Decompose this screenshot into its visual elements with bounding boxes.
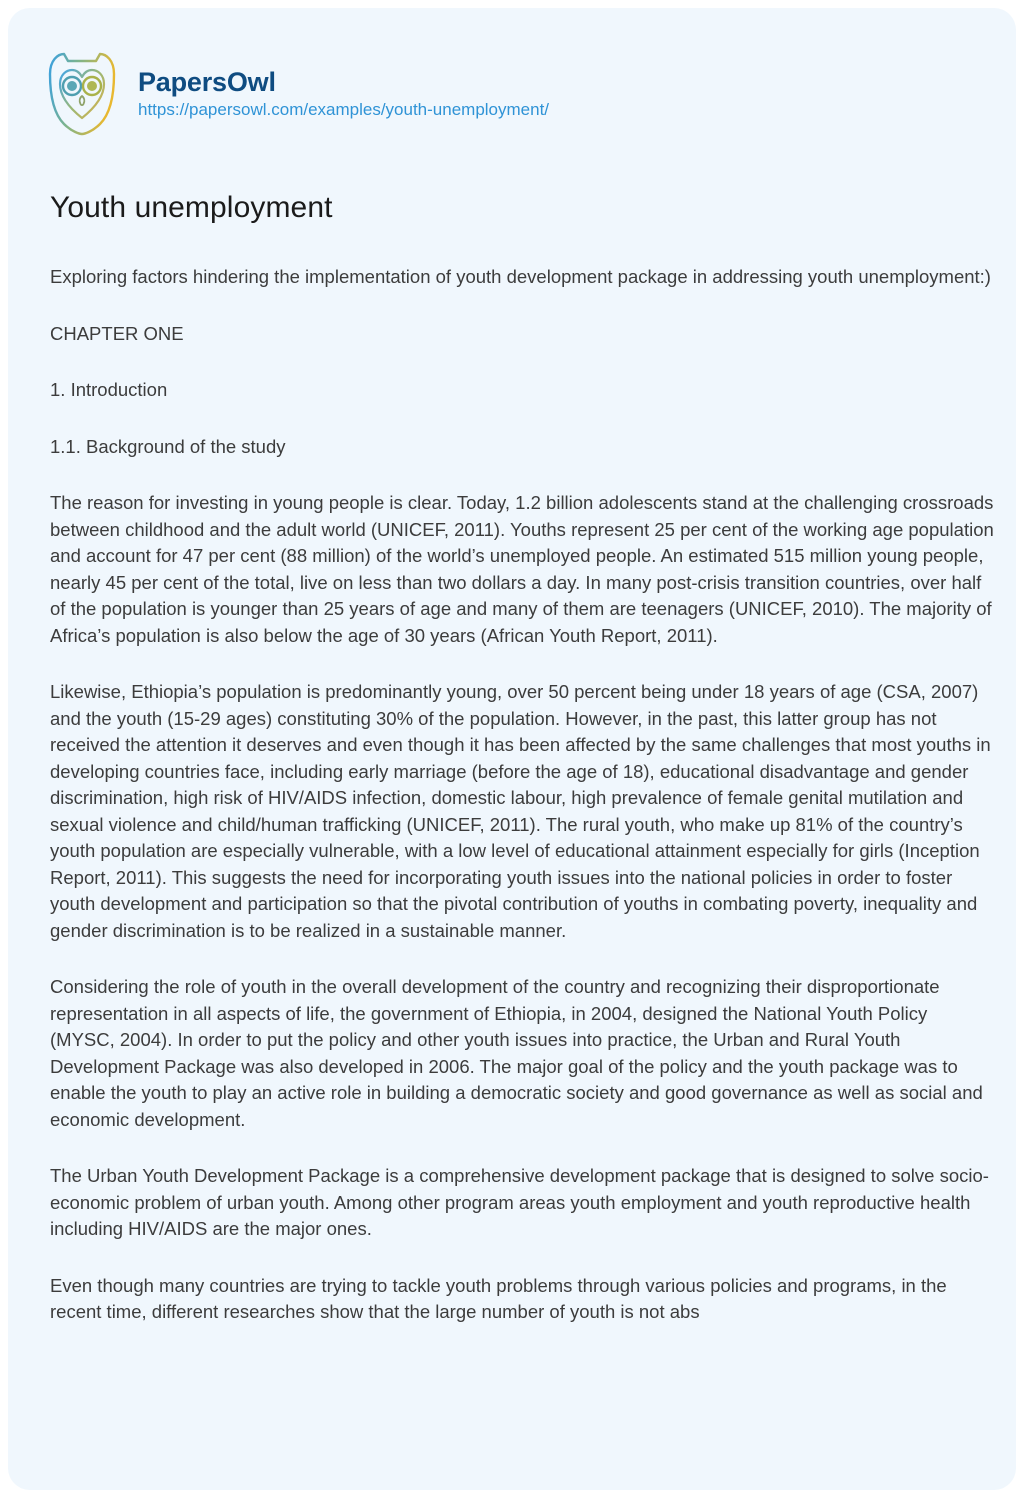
article-paragraph: Even though many countries are trying to tackle youth problems through various policies and programs, in the recent time, different researches show that the large number of youth is not abs — [50, 1274, 947, 1322]
chapter-heading: CHAPTER ONE — [50, 322, 184, 344]
owl-logo-icon — [44, 46, 120, 138]
article-paragraph: Likewise, Ethiopia’s population is predominantly young, over 50 percent being under 18 years of age (CSA, 2007) and the youth (15-29 ages) constituting 30% of the population. However, in the past, this latter group has not received the attention it deserves and even though it has been affected by the same challenges that most youths in developing countries face, including early marriage (before the age of 18), educational disadvantage and gender discrimination, high risk of HIV/AIDS infection, domestic labour, high prevalence of female genital mutilation and sexual violence and child/human trafficking (UNICEF, 2011). The rural youth, who make up 81% of the country’s youth population are especially vulnerable, with a low level of educational attainment especially for girls (Inception Report, 2011). This suggests the need for incorporating youth issues into the national policies in order to foster youth development and participation so that the pivotal contribution of youths in combating poverty, inequality and gender discrimination is to be realized in a sustainable manner. — [50, 681, 991, 941]
article-page-card — [8, 8, 1016, 1490]
brand-text-block — [138, 64, 549, 121]
source-url-link[interactable]: https://papersowl.com/examples/youth-unemployment/ — [138, 99, 550, 119]
subsection-heading: 1.1. Background of the study — [50, 435, 286, 457]
page-title: Youth unemployment — [50, 191, 333, 224]
article-paragraph: The Urban Youth Development Package is a comprehensive development package that is designed to solve socio-economic problem of urban youth. Among other program areas youth employment and youth reproductive health including HIV/AIDS are the major ones. — [50, 1165, 989, 1239]
brand-name: PapersOwl — [138, 66, 276, 97]
article-subtitle: Exploring factors hindering the implementation of youth development package in addressing youth unemployment:) — [50, 266, 991, 287]
section-heading: 1. Introduction — [50, 379, 168, 400]
article-paragraph: Considering the role of youth in the overall development of the country and recognizing their disproportionate representation in all aspects of life, the government of Ethiopia, in 2004, designed the National Youth Policy (MYSC, 2004). In order to put the policy and other youth issues into practice, the Urban and Rural Youth Development Package was also developed in 2006. The major goal of the policy and the youth package was to enable the youth to play an active role in building a democratic society and good governance as well as social and economic development. — [50, 976, 983, 1130]
page-content — [44, 44, 994, 1326]
brand-header — [44, 44, 994, 140]
article-paragraph: The reason for investing in young people is clear. Today, 1.2 billion adolescents stand at the challenging crossroads between childhood and the adult world (UNICEF, 2011). Youths represent 25 per cent of the working age population and account for 47 per cent (88 million) of the world’s unemployed people. An estimated 515 million young people, nearly 45 per cent of the total, live on less than two dollars a day. In many post-crisis transition countries, over half of the population is younger than 25 years of age and many of them are teenagers (UNICEF, 2010). The majority of Africa’s population is also below the age of 30 years (African Youth Report, 2011). — [50, 492, 994, 646]
article-body — [50, 226, 994, 1326]
